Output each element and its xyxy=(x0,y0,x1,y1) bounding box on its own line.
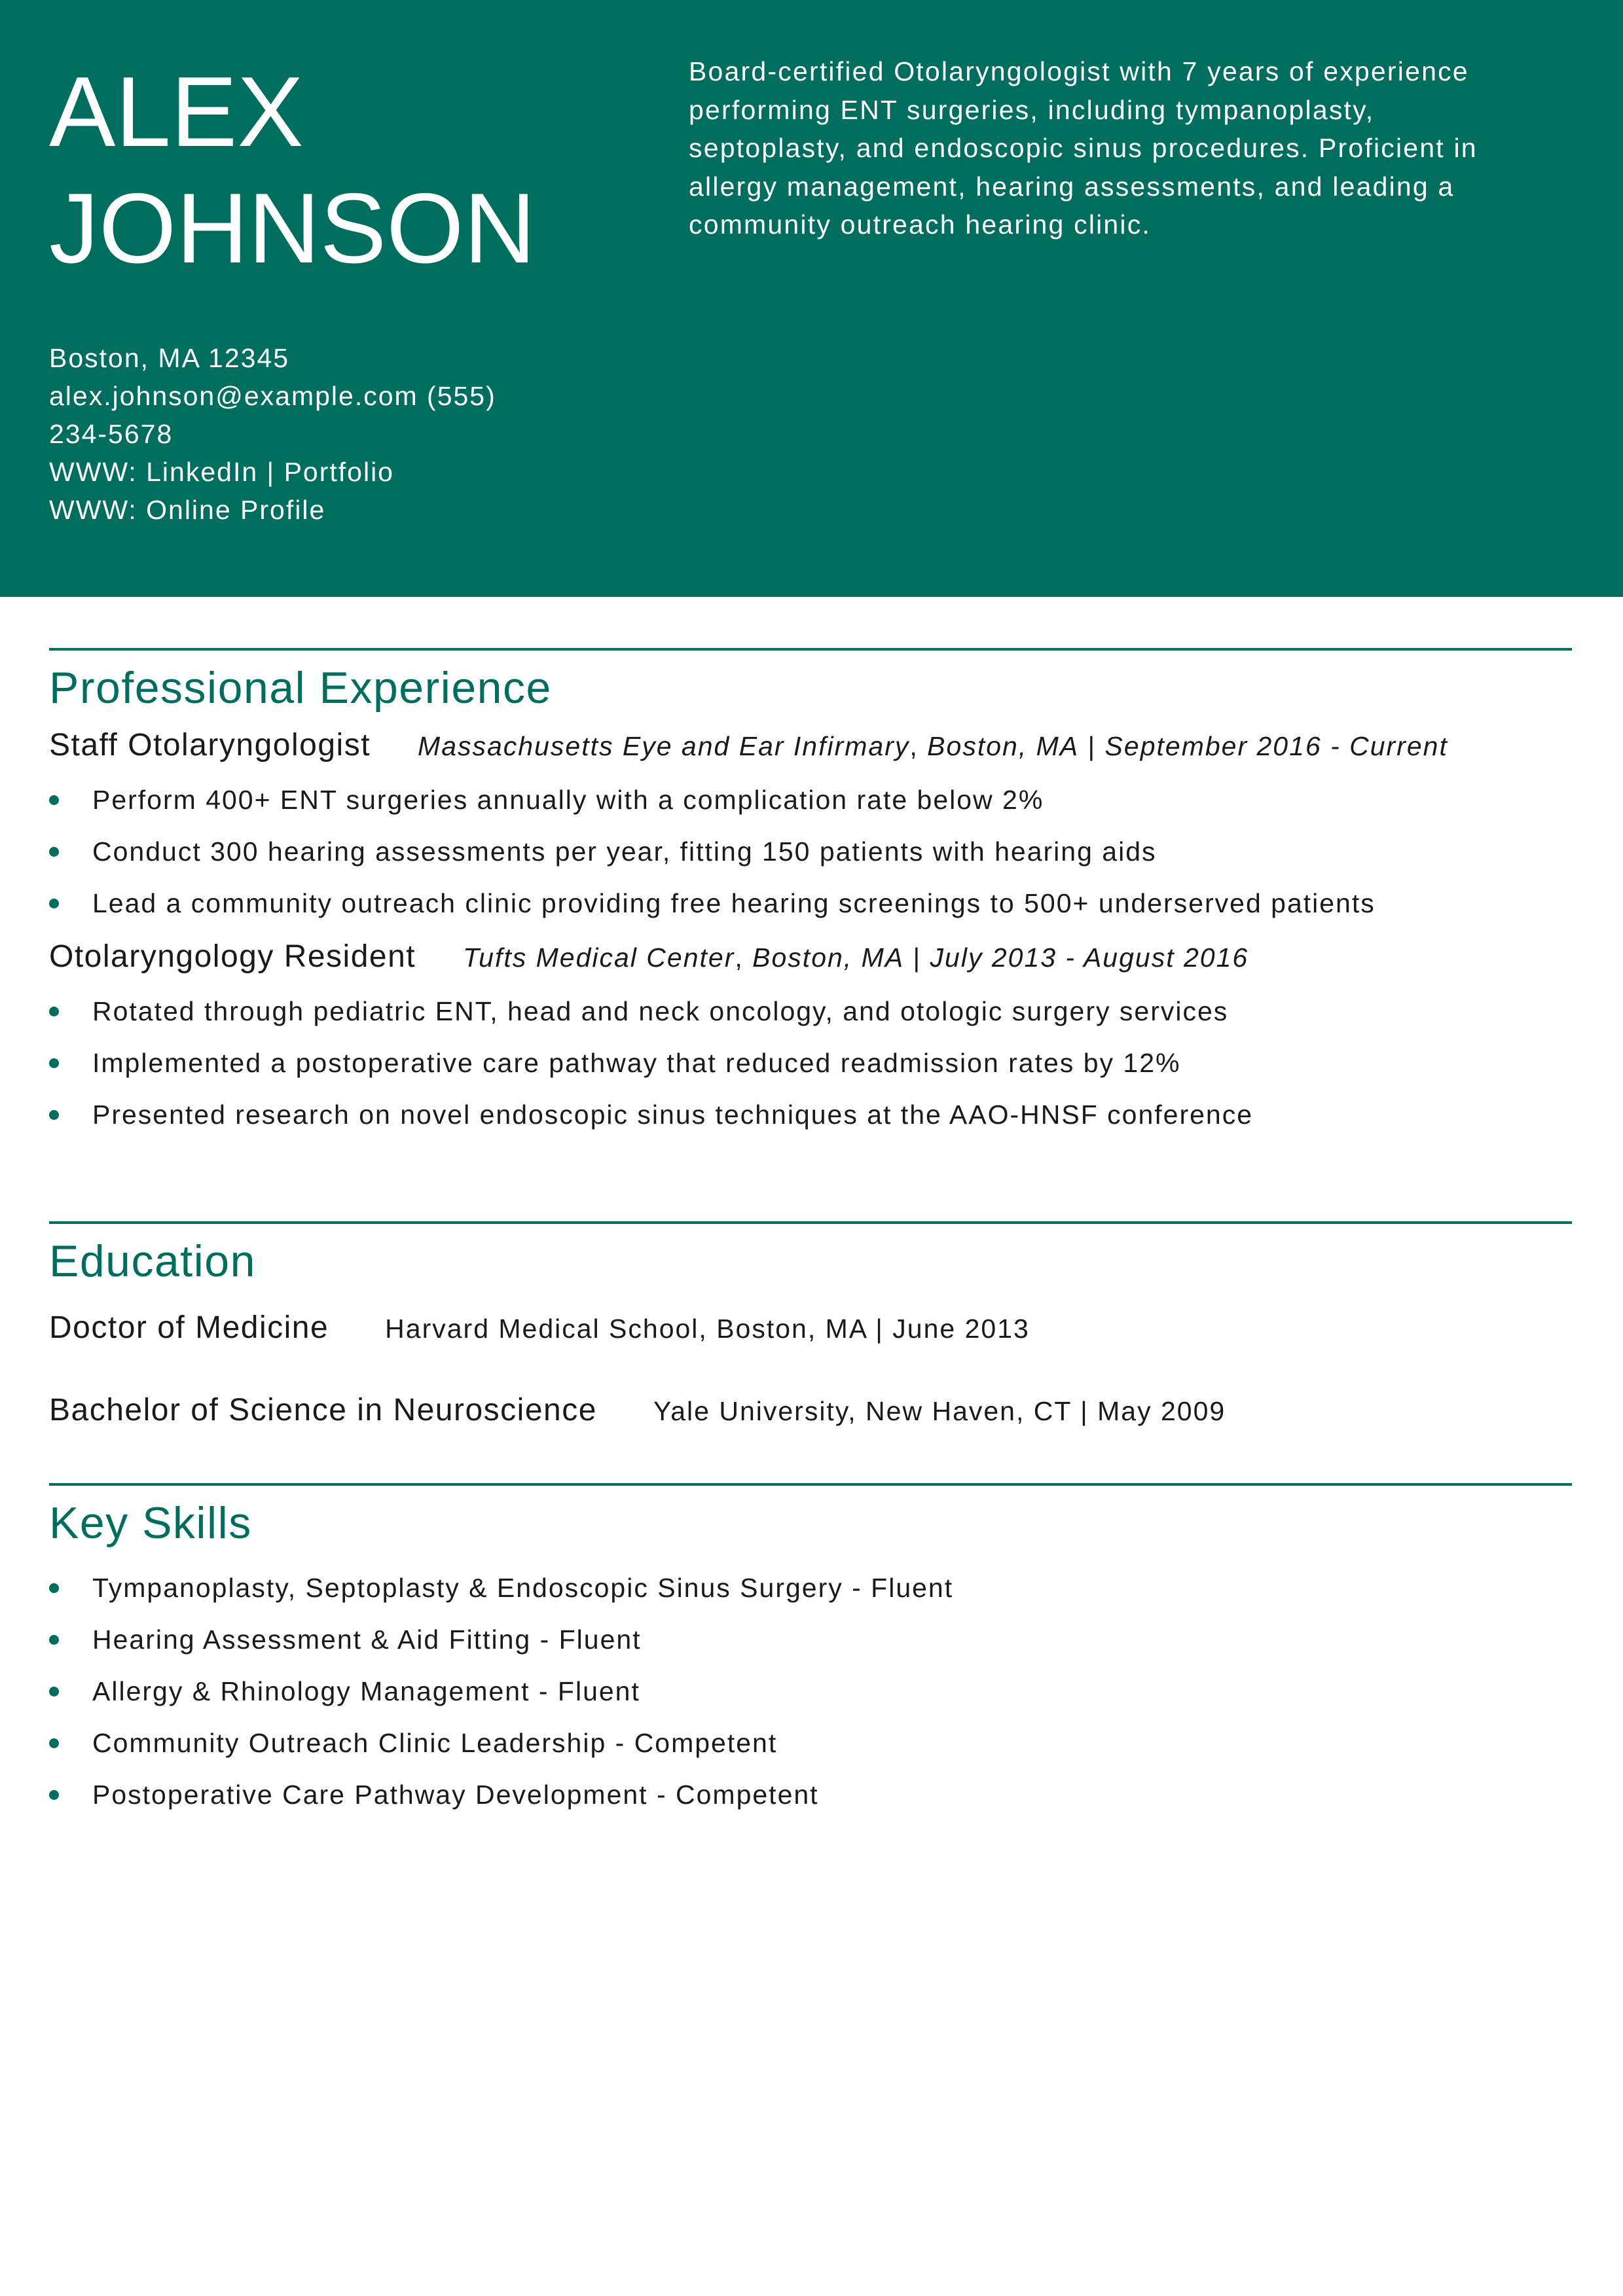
list-item: Tympanoplasty, Septoplasty & Endoscopic Sinus Surgery - Fluent xyxy=(49,1562,1572,1614)
list-item: Community Outreach Clinic Leadership - Competent xyxy=(49,1717,1572,1769)
contact-info xyxy=(49,339,560,529)
job-bullets xyxy=(49,774,1572,929)
bullet-icon xyxy=(49,1583,59,1593)
profile-links[interactable]: WWW: LinkedIn | Portfolio xyxy=(49,457,394,487)
list-item: Lead a community outreach clinic providing free hearing screenings to 500+ underserved patients xyxy=(49,878,1572,929)
education-entry xyxy=(49,1392,1572,1431)
bullet-icon xyxy=(49,1738,59,1748)
list-item: Implemented a postoperative care pathway that reduced readmission rates by 12% xyxy=(49,1037,1572,1089)
online-profile-link[interactable]: WWW: Online Profile xyxy=(49,495,326,525)
degree: Doctor of Medicine xyxy=(49,1310,329,1345)
list-item: Allergy & Rhinology Management - Fluent xyxy=(49,1666,1572,1717)
school-details: Harvard Medical School, Boston, MA | June 2013 xyxy=(385,1314,1030,1344)
job-dates: July 2013 - August 2016 xyxy=(930,942,1249,973)
job-header xyxy=(49,727,1572,773)
bullet-icon xyxy=(49,1635,59,1645)
degree: Bachelor of Science in Neuroscience xyxy=(49,1393,597,1427)
skills-list xyxy=(49,1562,1572,1821)
section-title-skills: Key Skills xyxy=(49,1498,252,1548)
bullet-icon xyxy=(49,847,59,857)
job-entry xyxy=(49,727,1572,929)
section-divider xyxy=(49,648,1572,651)
education-entry xyxy=(49,1310,1572,1349)
bullet-icon xyxy=(49,1110,59,1120)
job-location: Boston, MA xyxy=(927,731,1080,761)
job-org: Massachusetts Eye and Ear Infirmary xyxy=(418,731,910,761)
list-item: Perform 400+ ENT surgeries annually with a complication rate below 2% xyxy=(49,774,1572,826)
list-item: Hearing Assessment & Aid Fitting - Fluent xyxy=(49,1614,1572,1666)
section-divider xyxy=(49,1483,1572,1486)
school-details: Yale University, New Haven, CT | May 2009 xyxy=(653,1396,1226,1426)
skills-section xyxy=(49,1483,1572,1821)
section-title-education: Education xyxy=(49,1236,256,1286)
job-title: Staff Otolaryngologist xyxy=(49,728,371,762)
list-item: Rotated through pediatric ENT, head and neck oncology, and otologic surgery services xyxy=(49,986,1572,1037)
education-section xyxy=(49,1221,1572,1431)
job-entry xyxy=(49,939,1572,1141)
job-bullets xyxy=(49,986,1572,1141)
bullet-icon xyxy=(49,1007,59,1016)
phone-continued: 234-5678 xyxy=(49,419,173,449)
job-header xyxy=(49,939,1572,984)
list-item: Presented research on novel endoscopic sinus techniques at the AAO-HNSF conference xyxy=(49,1089,1572,1141)
section-title-experience: Professional Experience xyxy=(49,663,552,713)
job-meta: Massachusetts Eye and Ear Infirmary, Boston, MA | September 2016 - Current xyxy=(418,731,1448,761)
bullet-icon xyxy=(49,899,59,908)
address: Boston, MA 12345 xyxy=(49,343,290,373)
job-title: Otolaryngology Resident xyxy=(49,939,416,974)
bullet-icon xyxy=(49,795,59,805)
email-phone[interactable]: alex.johnson@example.com (555) xyxy=(49,381,496,411)
job-dates: September 2016 - Current xyxy=(1104,731,1448,761)
last-name: JOHNSON xyxy=(49,173,536,284)
bullet-icon xyxy=(49,1687,59,1696)
bullet-icon xyxy=(49,1790,59,1800)
job-meta: Tufts Medical Center, Boston, MA | July 2013 - August 2016 xyxy=(463,942,1249,973)
resume-header xyxy=(0,0,1623,597)
professional-summary: Board-certified Otolaryngologist with 7 years of experience performing ENT surgeries, including tympanoplasty, septoplasty, and endoscopic sinus procedures. Proficient in allergy management, hearing assessments, and leading a community outreach hearing clinic. xyxy=(689,56,1478,240)
job-location: Boston, MA xyxy=(752,942,905,973)
job-org: Tufts Medical Center xyxy=(463,942,735,973)
list-item: Postoperative Care Pathway Development - Competent xyxy=(49,1769,1572,1821)
candidate-name xyxy=(49,54,536,287)
bullet-icon xyxy=(49,1058,59,1068)
first-name: ALEX xyxy=(49,56,304,168)
list-item: Conduct 300 hearing assessments per year, fitting 150 patients with hearing aids xyxy=(49,826,1572,878)
experience-section xyxy=(49,648,1572,1141)
section-divider xyxy=(49,1221,1572,1224)
